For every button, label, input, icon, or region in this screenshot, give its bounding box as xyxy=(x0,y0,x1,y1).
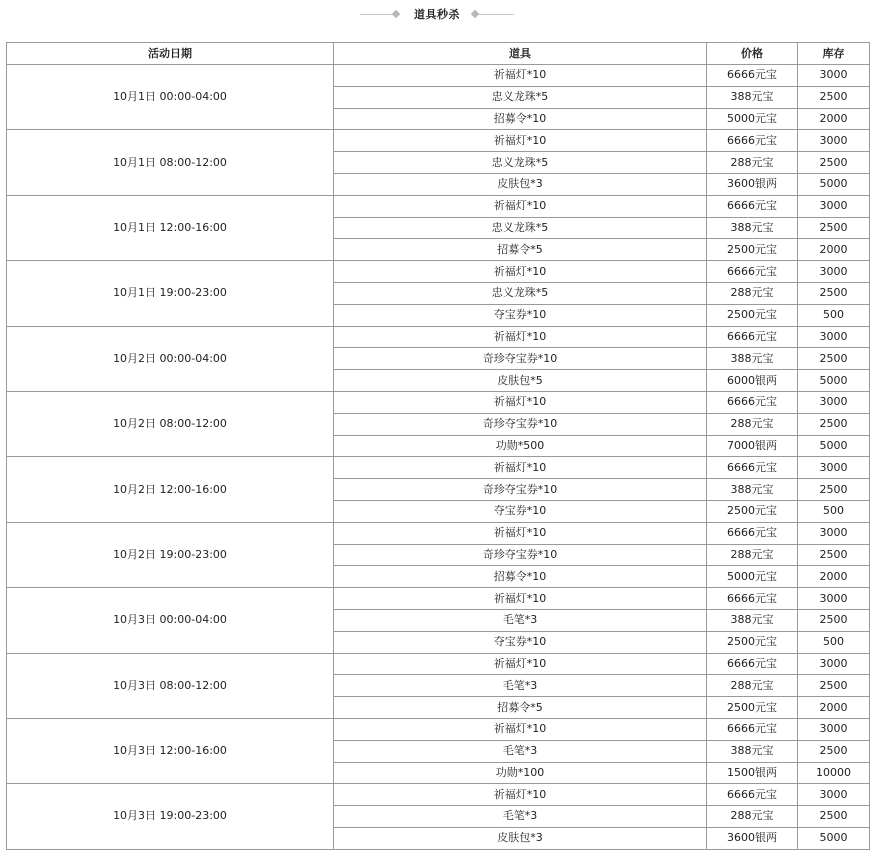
item-stock-cell: 3000 xyxy=(798,784,870,806)
item-price-cell: 7000银两 xyxy=(707,435,798,457)
item-stock-cell: 2500 xyxy=(798,413,870,435)
item-price-cell: 6666元宝 xyxy=(707,457,798,479)
item-name-cell: 祈福灯*10 xyxy=(334,457,707,479)
table-row xyxy=(7,653,870,675)
item-price-cell: 6666元宝 xyxy=(707,261,798,283)
session-date-cell: 10月3日 19:00-23:00 xyxy=(7,784,334,849)
item-price-cell: 2500元宝 xyxy=(707,631,798,653)
item-stock-cell: 2000 xyxy=(798,239,870,261)
item-stock-cell: 2500 xyxy=(798,282,870,304)
item-stock-cell: 2500 xyxy=(798,348,870,370)
item-name-cell: 忠义龙珠*5 xyxy=(334,217,707,239)
header-divider-left xyxy=(360,14,396,15)
session-date-cell: 10月2日 19:00-23:00 xyxy=(7,522,334,587)
item-name-cell: 招募令*5 xyxy=(334,697,707,719)
item-price-cell: 288元宝 xyxy=(707,413,798,435)
item-stock-cell: 3000 xyxy=(798,457,870,479)
item-stock-cell: 500 xyxy=(798,304,870,326)
table-row xyxy=(7,65,870,87)
item-price-cell: 388元宝 xyxy=(707,348,798,370)
item-stock-cell: 5000 xyxy=(798,435,870,457)
item-stock-cell: 2500 xyxy=(798,675,870,697)
item-price-cell: 6666元宝 xyxy=(707,718,798,740)
item-price-cell: 6666元宝 xyxy=(707,588,798,610)
item-name-cell: 奇珍夺宝券*10 xyxy=(334,544,707,566)
table-row xyxy=(7,195,870,217)
session-date-cell: 10月2日 12:00-16:00 xyxy=(7,457,334,522)
item-name-cell: 奇珍夺宝券*10 xyxy=(334,348,707,370)
section-header xyxy=(0,0,875,30)
item-stock-cell: 5000 xyxy=(798,827,870,849)
item-price-cell: 2500元宝 xyxy=(707,239,798,261)
item-price-cell: 388元宝 xyxy=(707,217,798,239)
item-price-cell: 388元宝 xyxy=(707,479,798,501)
session-date-cell: 10月2日 08:00-12:00 xyxy=(7,391,334,456)
item-price-cell: 288元宝 xyxy=(707,544,798,566)
item-price-cell: 6666元宝 xyxy=(707,653,798,675)
item-price-cell: 288元宝 xyxy=(707,282,798,304)
table-row xyxy=(7,718,870,740)
item-stock-cell: 500 xyxy=(798,631,870,653)
item-name-cell: 夺宝券*10 xyxy=(334,631,707,653)
item-price-cell: 2500元宝 xyxy=(707,697,798,719)
item-name-cell: 招募令*10 xyxy=(334,108,707,130)
item-name-cell: 夺宝券*10 xyxy=(334,500,707,522)
item-price-cell: 6666元宝 xyxy=(707,326,798,348)
session-date-cell: 10月3日 08:00-12:00 xyxy=(7,653,334,718)
item-stock-cell: 3000 xyxy=(798,130,870,152)
item-price-cell: 388元宝 xyxy=(707,86,798,108)
column-header-date: 活动日期 xyxy=(7,43,334,65)
item-name-cell: 毛笔*3 xyxy=(334,609,707,631)
item-price-cell: 388元宝 xyxy=(707,740,798,762)
item-stock-cell: 2000 xyxy=(798,108,870,130)
item-stock-cell: 2500 xyxy=(798,544,870,566)
item-name-cell: 祈福灯*10 xyxy=(334,261,707,283)
item-name-cell: 忠义龙珠*5 xyxy=(334,282,707,304)
item-stock-cell: 2500 xyxy=(798,86,870,108)
item-price-cell: 6666元宝 xyxy=(707,65,798,87)
item-name-cell: 祈福灯*10 xyxy=(334,130,707,152)
item-stock-cell: 2500 xyxy=(798,806,870,828)
table-row xyxy=(7,261,870,283)
item-name-cell: 夺宝券*10 xyxy=(334,304,707,326)
item-name-cell: 祈福灯*10 xyxy=(334,718,707,740)
table-row xyxy=(7,457,870,479)
item-price-cell: 3600银两 xyxy=(707,827,798,849)
item-name-cell: 奇珍夺宝券*10 xyxy=(334,413,707,435)
item-price-cell: 6666元宝 xyxy=(707,130,798,152)
item-stock-cell: 3000 xyxy=(798,588,870,610)
item-name-cell: 祈福灯*10 xyxy=(334,588,707,610)
table-row xyxy=(7,326,870,348)
item-name-cell: 皮肤包*3 xyxy=(334,827,707,849)
flash-sale-table xyxy=(6,42,870,850)
item-price-cell: 6000银两 xyxy=(707,370,798,392)
item-name-cell: 毛笔*3 xyxy=(334,806,707,828)
item-name-cell: 毛笔*3 xyxy=(334,675,707,697)
column-header-price: 价格 xyxy=(707,43,798,65)
item-name-cell: 祈福灯*10 xyxy=(334,195,707,217)
item-stock-cell: 2500 xyxy=(798,152,870,174)
diamond-ornament-icon xyxy=(392,10,400,18)
item-stock-cell: 10000 xyxy=(798,762,870,784)
item-stock-cell: 2000 xyxy=(798,566,870,588)
item-name-cell: 皮肤包*3 xyxy=(334,173,707,195)
table-row xyxy=(7,522,870,544)
item-stock-cell: 5000 xyxy=(798,173,870,195)
session-date-cell: 10月1日 19:00-23:00 xyxy=(7,261,334,326)
item-price-cell: 6666元宝 xyxy=(707,391,798,413)
item-name-cell: 招募令*5 xyxy=(334,239,707,261)
session-date-cell: 10月1日 12:00-16:00 xyxy=(7,195,334,260)
item-price-cell: 6666元宝 xyxy=(707,522,798,544)
item-name-cell: 祈福灯*10 xyxy=(334,784,707,806)
item-stock-cell: 3000 xyxy=(798,522,870,544)
item-stock-cell: 3000 xyxy=(798,391,870,413)
item-stock-cell: 3000 xyxy=(798,195,870,217)
item-price-cell: 1500银两 xyxy=(707,762,798,784)
item-stock-cell: 2000 xyxy=(798,697,870,719)
item-name-cell: 忠义龙珠*5 xyxy=(334,152,707,174)
item-stock-cell: 3000 xyxy=(798,65,870,87)
item-stock-cell: 5000 xyxy=(798,370,870,392)
session-date-cell: 10月1日 08:00-12:00 xyxy=(7,130,334,195)
item-price-cell: 5000元宝 xyxy=(707,108,798,130)
item-name-cell: 祈福灯*10 xyxy=(334,653,707,675)
item-name-cell: 祈福灯*10 xyxy=(334,65,707,87)
session-date-cell: 10月2日 00:00-04:00 xyxy=(7,326,334,391)
item-name-cell: 奇珍夺宝券*10 xyxy=(334,479,707,501)
item-price-cell: 6666元宝 xyxy=(707,784,798,806)
item-price-cell: 288元宝 xyxy=(707,675,798,697)
item-stock-cell: 2500 xyxy=(798,479,870,501)
item-price-cell: 288元宝 xyxy=(707,806,798,828)
header-divider-right xyxy=(478,14,514,15)
item-price-cell: 288元宝 xyxy=(707,152,798,174)
table-row xyxy=(7,784,870,806)
column-header-item: 道具 xyxy=(334,43,707,65)
item-stock-cell: 3000 xyxy=(798,261,870,283)
item-stock-cell: 2500 xyxy=(798,609,870,631)
session-date-cell: 10月3日 00:00-04:00 xyxy=(7,588,334,653)
item-name-cell: 皮肤包*5 xyxy=(334,370,707,392)
item-stock-cell: 500 xyxy=(798,500,870,522)
table-header-row xyxy=(7,43,870,65)
table-body xyxy=(7,65,870,850)
item-price-cell: 6666元宝 xyxy=(707,195,798,217)
table-row xyxy=(7,391,870,413)
item-name-cell: 忠义龙珠*5 xyxy=(334,86,707,108)
item-price-cell: 2500元宝 xyxy=(707,500,798,522)
item-stock-cell: 3000 xyxy=(798,326,870,348)
item-stock-cell: 3000 xyxy=(798,718,870,740)
item-name-cell: 功勋*500 xyxy=(334,435,707,457)
item-stock-cell: 2500 xyxy=(798,740,870,762)
item-price-cell: 3600银两 xyxy=(707,173,798,195)
item-name-cell: 祈福灯*10 xyxy=(334,326,707,348)
table-row xyxy=(7,588,870,610)
item-price-cell: 2500元宝 xyxy=(707,304,798,326)
section-title: 道具秒杀 xyxy=(414,8,460,21)
session-date-cell: 10月3日 12:00-16:00 xyxy=(7,718,334,783)
item-price-cell: 388元宝 xyxy=(707,609,798,631)
table-row xyxy=(7,130,870,152)
item-stock-cell: 3000 xyxy=(798,653,870,675)
item-name-cell: 祈福灯*10 xyxy=(334,391,707,413)
column-header-stock: 库存 xyxy=(798,43,870,65)
item-name-cell: 祈福灯*10 xyxy=(334,522,707,544)
item-stock-cell: 2500 xyxy=(798,217,870,239)
item-name-cell: 功勋*100 xyxy=(334,762,707,784)
item-name-cell: 毛笔*3 xyxy=(334,740,707,762)
session-date-cell: 10月1日 00:00-04:00 xyxy=(7,65,334,130)
item-price-cell: 5000元宝 xyxy=(707,566,798,588)
item-name-cell: 招募令*10 xyxy=(334,566,707,588)
